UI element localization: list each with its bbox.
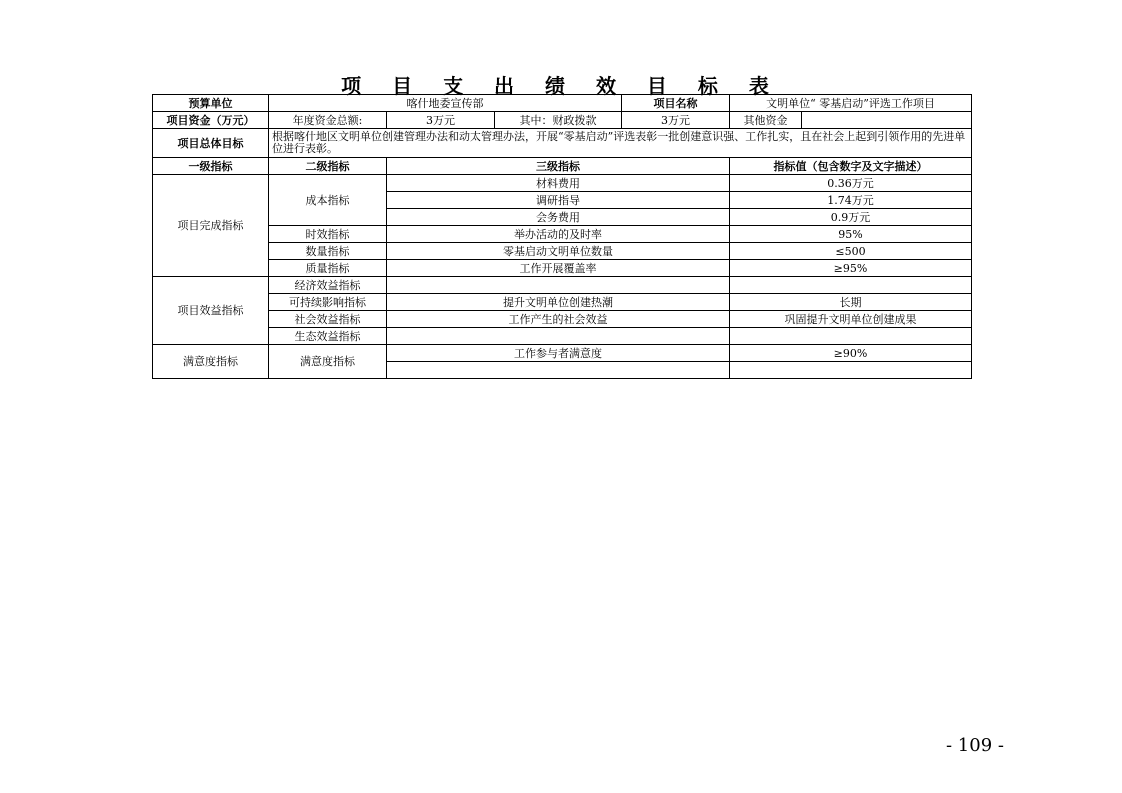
quantity-indicator-label: 数量指标 [269, 243, 387, 260]
indicator-name [387, 328, 730, 345]
table-row [153, 328, 972, 345]
level2-header: 二级指标 [269, 158, 387, 175]
indicator-name: 材料费用 [387, 175, 730, 192]
fiscal-value: 3万元 [622, 112, 730, 129]
indicator-value: 巩固提升文明单位创建成果 [730, 311, 972, 328]
goal-row [153, 129, 972, 158]
table-row [153, 294, 972, 311]
project-name-label: 项目名称 [622, 95, 730, 112]
funds-label: 项目资金（万元） [153, 112, 269, 129]
ecological-indicator-label: 生态效益指标 [269, 328, 387, 345]
indicator-value [730, 362, 972, 379]
budget-unit-row [153, 95, 972, 112]
indicator-value: 0.9万元 [730, 209, 972, 226]
column-header-row [153, 158, 972, 175]
indicator-name: 工作产生的社会效益 [387, 311, 730, 328]
page-title: 项 目 支 出 绩 效 目 标 表 [341, 74, 781, 98]
table-row [153, 345, 972, 362]
timeliness-indicator-label: 时效指标 [269, 226, 387, 243]
indicator-value [730, 328, 972, 345]
indicator-name: 工作参与者满意度 [387, 345, 730, 362]
level1-header: 一级指标 [153, 158, 269, 175]
fiscal-label: 其中：财政拨款 [495, 112, 622, 129]
table-row [153, 277, 972, 294]
sustainable-indicator-label: 可持续影响指标 [269, 294, 387, 311]
table-row [153, 311, 972, 328]
indicator-value: 0.36万元 [730, 175, 972, 192]
satisfaction-indicator-label: 满意度指标 [269, 345, 387, 379]
indicator-name: 零基启动文明单位数量 [387, 243, 730, 260]
completion-section-label: 项目完成指标 [153, 175, 269, 277]
indicator-value: ≥90% [730, 345, 972, 362]
indicator-name: 举办活动的及时率 [387, 226, 730, 243]
satisfaction-section-label: 满意度指标 [153, 345, 269, 379]
indicator-value: ≤500 [730, 243, 972, 260]
indicator-value: 长期 [730, 294, 972, 311]
annual-total-label: 年度资金总额: [269, 112, 387, 129]
project-name-value: 文明单位“ 零基启动”评选工作项目 [730, 95, 972, 112]
value-header: 指标值（包含数字及文字描述） [730, 158, 972, 175]
funds-row [153, 112, 972, 129]
indicator-value: ≥95% [730, 260, 972, 277]
annual-total-value: 3万元 [387, 112, 495, 129]
performance-target-table [152, 94, 972, 379]
indicator-value: 95% [730, 226, 972, 243]
cost-indicator-label: 成本指标 [269, 175, 387, 226]
indicator-name [387, 277, 730, 294]
table-row [153, 243, 972, 260]
other-funds-value [802, 112, 972, 129]
indicator-value [730, 277, 972, 294]
indicator-name: 会务费用 [387, 209, 730, 226]
other-funds-label: 其他资金 [730, 112, 802, 129]
social-indicator-label: 社会效益指标 [269, 311, 387, 328]
indicator-name [387, 362, 730, 379]
goal-text: 根据喀什地区文明单位创建管理办法和动太管理办法，开展“零基启动”评选表彰一批创建意识强、工作扎实，且在社会上起到引领作用的先进单位进行表彰。 [269, 129, 972, 158]
table-row [153, 175, 972, 192]
table-row [153, 260, 972, 277]
table-row [153, 226, 972, 243]
indicator-name: 工作开展覆盖率 [387, 260, 730, 277]
level3-header: 三级指标 [387, 158, 730, 175]
economic-indicator-label: 经济效益指标 [269, 277, 387, 294]
benefit-section-label: 项目效益指标 [153, 277, 269, 345]
indicator-name: 调研指导 [387, 192, 730, 209]
quality-indicator-label: 质量指标 [269, 260, 387, 277]
budget-unit-value: 喀什地委宣传部 [269, 95, 622, 112]
indicator-value: 1.74万元 [730, 192, 972, 209]
page-number: - 109 - [946, 735, 1004, 756]
indicator-name: 提升文明单位创建热潮 [387, 294, 730, 311]
goal-label: 项目总体目标 [153, 129, 269, 158]
budget-unit-label: 预算单位 [153, 95, 269, 112]
